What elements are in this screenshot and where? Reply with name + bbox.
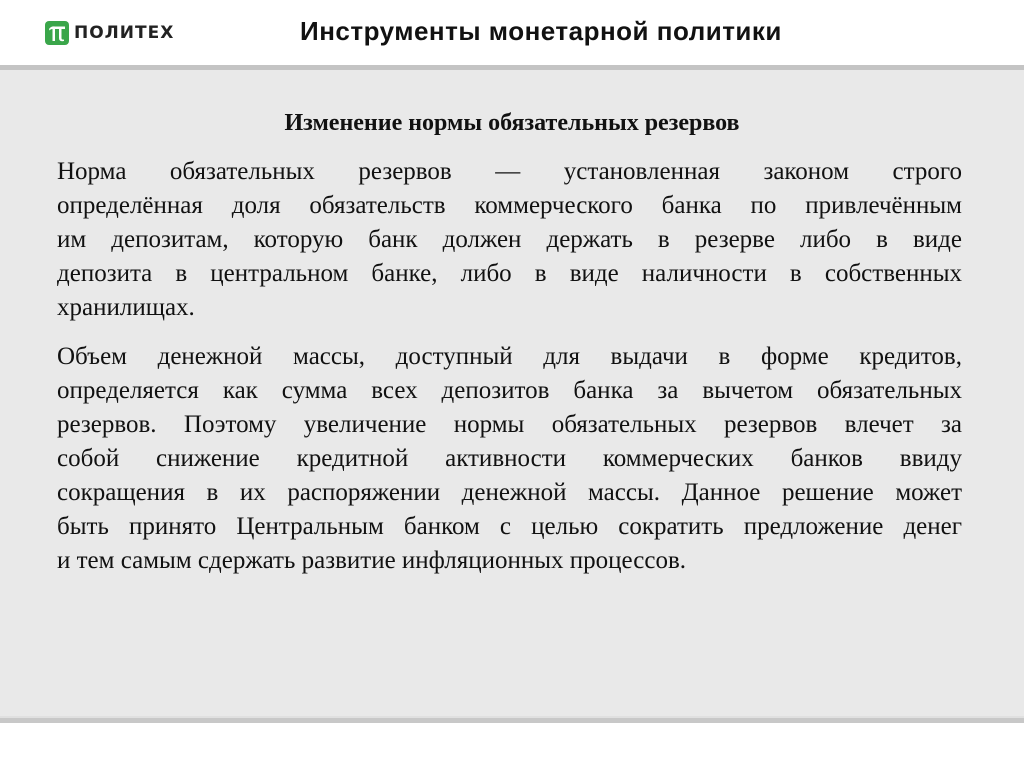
section-heading: Изменение нормы обязательных резервов	[284, 110, 740, 136]
text-line: собой снижение кредитной активности коммерческих банков ввиду	[57, 445, 962, 472]
text-line: и тем самым сдержать развитие инфляционных процессов.	[57, 547, 687, 574]
text-line: определяется как сумма всех депозитов банка за вычетом обязательных	[57, 377, 962, 404]
slide-header	[0, 0, 1024, 65]
text-line: Объем денежной массы, доступный для выдачи в форме кредитов,	[57, 343, 962, 370]
footer-divider	[0, 718, 1024, 723]
paragraph-definition	[57, 155, 962, 325]
text-line: депозита в центральном банке, либо в виде наличности в собственных	[57, 260, 962, 287]
content-panel	[0, 70, 1024, 716]
text-line: Норма обязательных резервов — установленная законом строго	[57, 158, 962, 185]
text-line: им депозитам, которую банк должен держать в резерве либо в виде	[57, 226, 962, 253]
pi-logo-icon	[45, 21, 69, 45]
logo-text: ПОЛИТЕХ	[74, 23, 175, 43]
logo	[45, 21, 174, 45]
text-line: резервов. Поэтому увеличение нормы обязательных резервов влечет за	[57, 411, 962, 438]
text-line: сокращения в их распоряжении денежной массы. Данное решение может	[57, 479, 962, 506]
paragraph-effect	[57, 340, 962, 578]
slide-title: Инструменты монетарной политики	[300, 16, 782, 46]
text-line: хранилищах.	[57, 294, 195, 321]
text-line: определённая доля обязательств коммерческого банка по привлечённым	[57, 192, 962, 219]
text-line: быть принято Центральным банком с целью сократить предложение денег	[57, 513, 962, 540]
